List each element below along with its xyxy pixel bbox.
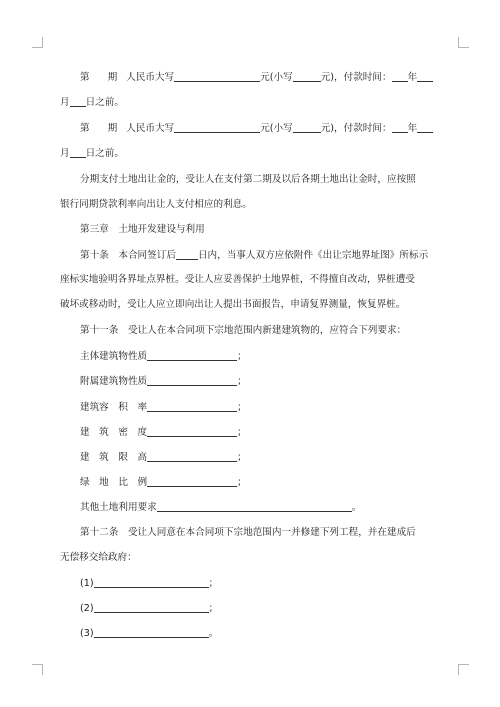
installment-line-1-cont: 月 日之前。 <box>60 97 124 108</box>
article-10-line-1: 第十条 本合同签订后 日内，当事人双方应依附件《出让宗地界址图》所标示 <box>80 250 429 261</box>
requirement-other: 其他土地利用要求 。 <box>80 502 362 513</box>
article-10-line-2: 座标实地验明各界址点界桩。受让人应妥善保护土地界桩，不得擅自改动，界桩遭受 <box>60 274 415 285</box>
day-blank[interactable] <box>70 95 86 107</box>
project-1-blank[interactable] <box>94 576 209 588</box>
requirement-aux-nature: 附属建筑物性质 ； <box>80 376 247 387</box>
article-10-line-3: 破坏或移动时，受让人应立即向出让人提出书面报告，申请复界测量，恢复界桩。 <box>60 299 406 310</box>
requirement-main-nature: 主体建筑物性质 ； <box>80 351 247 362</box>
days-blank[interactable] <box>176 248 198 260</box>
chapter-heading: 第三章 土地开发建设与利用 <box>80 224 205 235</box>
project-item-3: (3) 。 <box>80 628 219 639</box>
installment-line-2: 第 期 人民币大写 元(小写 元)，付款时间： 年 <box>80 121 433 135</box>
interest-paragraph-line-2: 银行同期贷款利率向出让人支付相应的利息。 <box>60 199 252 210</box>
crop-mark-top-right <box>458 37 469 48</box>
year-blank[interactable] <box>392 121 408 133</box>
installment-line-2-cont: 月 日之前。 <box>60 148 124 159</box>
requirement-plot-ratio: 建筑容 积 率 ； <box>80 402 247 413</box>
main-nature-blank[interactable] <box>147 349 237 361</box>
crop-mark-bottom-left <box>32 664 43 675</box>
article-12-line-1: 第十二条 受让人同意在本合同项下宗地范围内一并修建下列工程，并在建成后 <box>80 527 416 538</box>
amount-figures-blank[interactable] <box>293 70 321 82</box>
density-blank[interactable] <box>147 425 237 437</box>
article-11-intro: 第十一条 受让人在本合同项下宗地范围内新建建筑物的，应符合下列要求： <box>80 325 407 336</box>
plot-ratio-blank[interactable] <box>147 400 237 412</box>
requirement-height-limit: 建 筑 限 高 ； <box>80 452 247 463</box>
requirement-density: 建 筑 密 度 ； <box>80 427 247 438</box>
green-ratio-blank[interactable] <box>147 475 237 487</box>
amount-words-blank[interactable] <box>174 121 260 133</box>
month-blank-start[interactable] <box>417 70 433 82</box>
installment-line-1: 第 期 人民币大写 元(小写 元)，付款时间： 年 <box>80 70 433 84</box>
amount-figures-blank[interactable] <box>293 121 321 133</box>
project-3-blank[interactable] <box>94 626 209 638</box>
project-item-2: (2) ； <box>80 603 219 614</box>
requirement-green-ratio: 绿 地 比 例 ； <box>80 477 247 488</box>
project-item-1: (1) ； <box>80 578 219 589</box>
crop-mark-bottom-right <box>458 664 469 675</box>
project-2-blank[interactable] <box>94 601 209 613</box>
interest-paragraph-line-1: 分期支付土地出让金的，受让人在支付第二期及以后各期土地出让金时，应按照 <box>80 174 416 185</box>
month-blank-start[interactable] <box>417 121 433 133</box>
other-requirements-blank[interactable] <box>157 500 352 512</box>
crop-mark-top-left <box>32 37 43 48</box>
article-12-line-2: 无偿移交给政府： <box>60 552 137 563</box>
day-blank[interactable] <box>70 146 86 158</box>
aux-nature-blank[interactable] <box>147 374 237 386</box>
amount-words-blank[interactable] <box>174 70 260 82</box>
height-limit-blank[interactable] <box>147 450 237 462</box>
year-blank[interactable] <box>392 70 408 82</box>
